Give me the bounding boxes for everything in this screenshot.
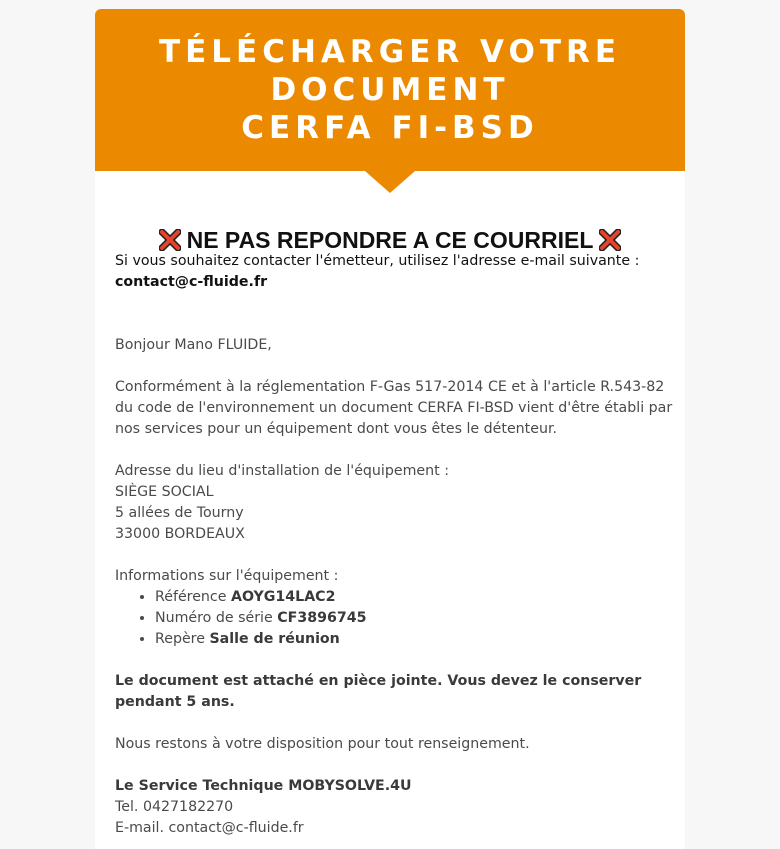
address-line: SIÈGE SOCIAL [115,484,214,500]
header-title-line-1: TÉLÉCHARGER VOTRE [158,34,622,70]
list-item: • Référence AOYG14LAC2 [155,587,675,608]
header-title-line-3: CERFA FI-BSD [241,110,539,146]
cross-mark-icon [599,229,621,251]
equipment-label: Informations sur l'équipement : [115,568,339,584]
signature-tel: Tel. 0427182270 [115,799,234,815]
signature-email: E-mail. contact@c-fluide.fr [115,820,304,836]
list-item: • Numéro de série CF3896745 [155,608,675,629]
address-line: 5 allées de Tourny [115,505,244,521]
attachment-note: Le document est attaché en pièce jointe. Vous devez le conserver pendant 5 ans. [115,673,642,710]
cross-mark-icon [159,229,181,251]
email-header [95,9,685,171]
no-reply-warning [95,227,685,254]
email-body [115,251,675,839]
address-line: 33000 BORDEAUX [115,526,245,542]
address-label: Adresse du lieu d'installation de l'équipement : [115,463,449,479]
signature-name: Le Service Technique MOBYSOLVE.4U [115,778,412,794]
greeting: Bonjour Mano FLUIDE, [115,337,272,353]
equipment-list [115,587,675,650]
intro-paragraph: Conformément à la réglementation F-Gas 517-2014 CE et à l'article R.543-82 du code de l'environnement un document CERFA FI-BSD vient d'être établi par nos services pour un équipement dont vous êtes le détenteur. [115,379,673,437]
contact-email-link[interactable]: contact@c-fluide.fr [115,274,268,290]
email-card [95,9,685,849]
header-title-line-2: DOCUMENT [270,72,510,108]
no-reply-text: NE PAS REPONDRE A CE COURRIEL [186,227,594,253]
closing-text: Nous restons à votre disposition pour tout renseignement. [115,736,530,752]
contact-notice: Si vous souhaitez contacter l'émetteur, utilisez l'adresse e-mail suivante : [115,253,640,269]
header-arrow [365,171,415,193]
list-item: • Repère Salle de réunion [155,629,675,650]
